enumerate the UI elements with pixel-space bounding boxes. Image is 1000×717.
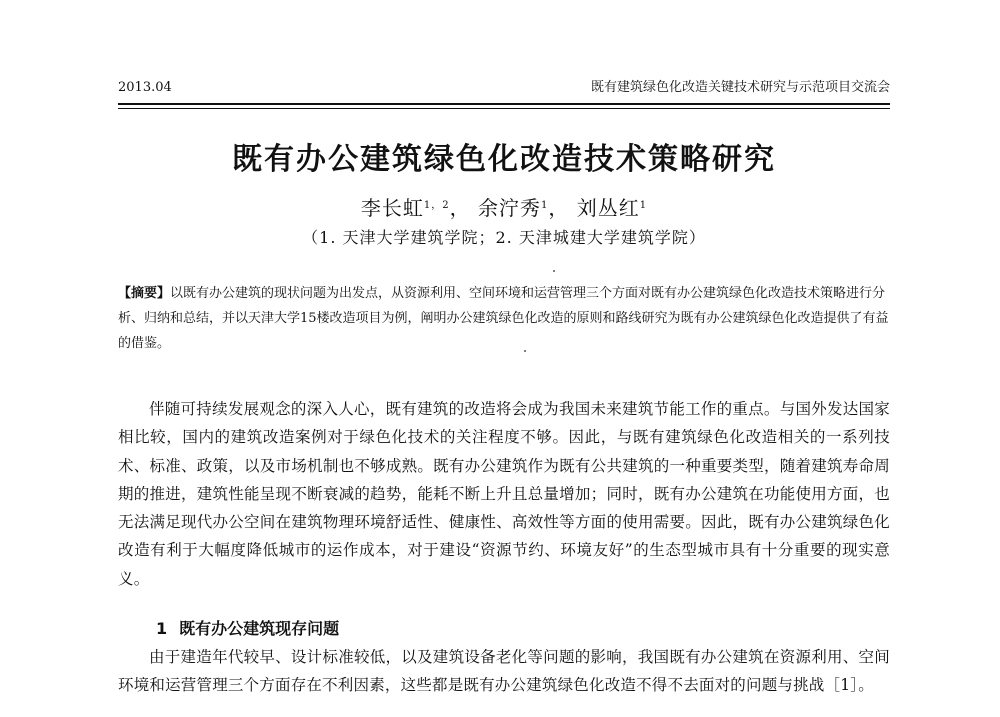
section-heading — [156, 618, 339, 640]
section-title: 既有办公建筑现存问题 — [179, 619, 340, 638]
section-number: 1 — [156, 619, 168, 638]
author-list — [118, 196, 890, 220]
abstract-text: 以既有办公建筑的现状问题为出发点，从资源利用、空间环境和运营管理三个方面对既有办公建筑绿色化改造技术策略进行分析、归纳和总结，并以天津大学15楼改造项目为例，阐明办公建筑绿色化改造的原则和路线研究为既有办公建筑绿色化改造提供了有益的借鉴。 — [118, 286, 889, 351]
paper-title: 既有办公建筑绿色化改造技术策略研究 — [232, 142, 776, 177]
section-paragraph: 由于建造年代较早、设计标准较低，以及建筑设备老化等问题的影响，我国既有办公建筑在资源利用、空间环境和运营管理三个方面存在不利因素，这些都是既有办公建筑绿色化改造不得不去面对的问题与挑战［1］。 — [118, 648, 890, 695]
author-name: 李长虹 — [360, 196, 424, 220]
author-affiliation-mark: 1 — [639, 200, 648, 211]
scan-speck — [553, 270, 555, 272]
author-separator: ， — [449, 196, 471, 220]
header-date: 2013.04 — [118, 80, 172, 95]
intro-paragraph: 伴随可持续发展观念的深入人心，既有建筑的改造将会成为我国未来建筑节能工作的重点。与国外发达国家相比较，国内的建筑改造案例对于绿色化技术的关注程度不够。因此，与既有建筑绿色化改造相关的一系列技术、标准、政策，以及市场机制也不够成熟。既有办公建筑作为既有公共建筑的一种重要类型，随着建筑寿命周期的推进，建筑性能呈现不断衰减的趋势，能耗不断上升且总量增加；同时，既有办公建筑在功能使用方面，也无法满足现代办公空间在建筑物理环境舒适性、健康性、高效性等方面的使用需要。因此，既有办公建筑绿色化改造有利于大幅度降低城市的运作成本，对于建设“资源节约、环境友好”的生态型城市具有十分重要的现实意义。 — [118, 400, 890, 588]
author-affiliation-mark: 1，2 — [423, 200, 450, 211]
author-name: 余泞秀 — [477, 196, 541, 220]
author-name: 刘丛红 — [576, 196, 640, 220]
author-separator: ， — [548, 196, 570, 220]
author-affiliations: （1. 天津大学建筑学院；2. 天津城建大学建筑学院） — [302, 228, 706, 247]
header-conference: 既有建筑绿色化改造关键技术研究与示范项目交流会 — [590, 80, 890, 95]
running-header — [118, 80, 890, 96]
abstract-label: 【摘要】 — [118, 286, 171, 301]
header-rule-thick — [118, 103, 890, 105]
author-affiliation-mark: 1 — [540, 200, 549, 211]
header-rule-thin — [118, 108, 890, 109]
abstract — [118, 281, 890, 356]
